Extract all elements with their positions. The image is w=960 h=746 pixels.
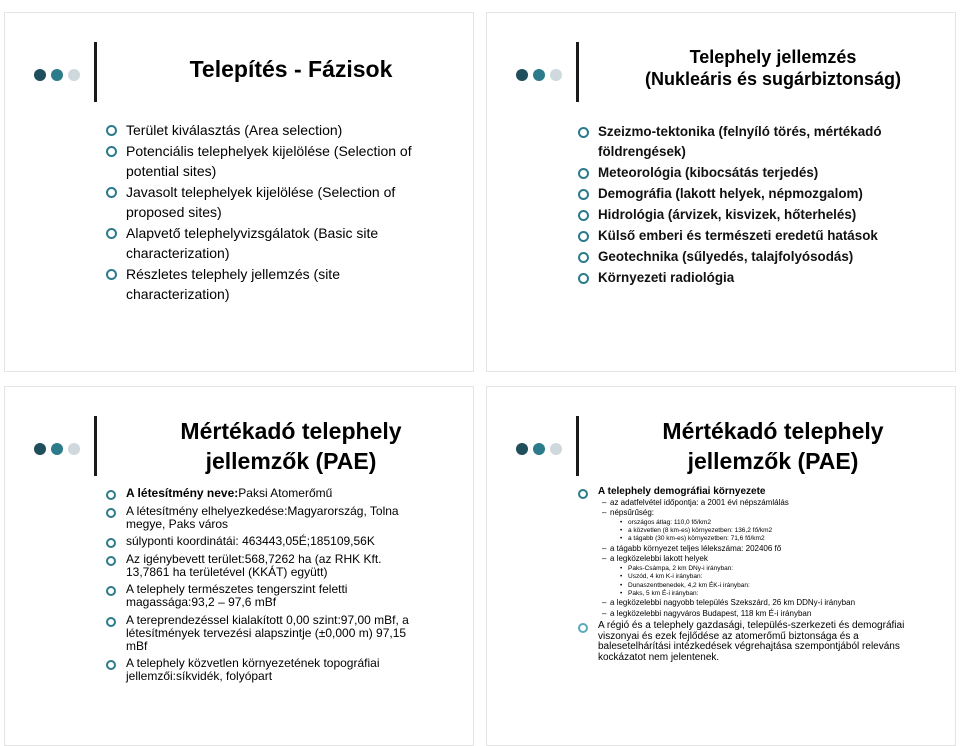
list-item: Szeizmo-tektonika (felnyíló törés, mértékadó földrengések) <box>576 122 896 161</box>
dot-teal <box>51 69 63 81</box>
list-item: Részletes telephely jellemzés (site characterization) <box>104 264 434 304</box>
list-item: Potenciális telephelyek kijelölése (Selection of potential sites) <box>104 141 434 181</box>
list-item: – a legközelebbi nagyváros Budapest, 118 km É-i irányban <box>576 609 906 620</box>
title-line: Telephely jellemzés <box>689 47 857 67</box>
slide-title: Telepítés - Fázisok <box>189 56 393 82</box>
list-item: Demográfia (lakott helyek, népmozgalom) <box>576 184 896 204</box>
list-item: A tereprendezéssel kialakított 0,00 szint:97,00 mBf, a létesítmények tervezési alapszintje (±0,000 m) 97,15 mBf <box>104 614 424 653</box>
dot-dark <box>516 69 528 81</box>
dot-light <box>550 69 562 81</box>
title-divider <box>94 42 97 102</box>
demography-list <box>576 487 906 663</box>
demography-heading: A telephely demográfiai környezete <box>576 487 906 498</box>
list-item: – az adatfelvétel időpontja: a 2001 évi népszámlálás <box>576 498 906 509</box>
list-item: • a közvetlen (8 km-es) környezetben: 136,2 fő/km2 <box>576 527 906 535</box>
dot-dark <box>34 443 46 455</box>
slide-title <box>596 416 950 476</box>
dot-dark <box>34 69 46 81</box>
list-item: Környezeti radiológia <box>576 268 896 288</box>
list-item: – a tágabb környezet teljes lélekszáma: 202406 fő <box>576 544 906 555</box>
title-line: (Nukleáris és sugárbiztonság) <box>644 69 902 89</box>
list-item: A telephely természetes tengerszint feletti magassága:93,2 – 97,6 mBf <box>104 583 424 609</box>
list-item: • Dunaszentbenedek, 4,2 km ÉK-i irányban: <box>576 582 906 590</box>
facility-name-value: Paksi Atomerőmű <box>238 486 333 500</box>
list-item: Az igénybevett terület:568,7262 ha (az RHK Kft. 13,7861 ha területével (KKÁT) együtt) <box>104 553 424 579</box>
slide-site-characteristics <box>486 12 956 372</box>
dot-light <box>68 69 80 81</box>
slide-title <box>596 46 950 90</box>
list-item: Javasolt telephelyek kijelölése (Selection of proposed sites) <box>104 182 434 222</box>
list-item: Külső emberi és természeti eredetű hatások <box>576 226 896 246</box>
list-item: • Paks-Csámpa, 2 km DNy-i irányban: <box>576 565 906 573</box>
title-divider <box>576 42 579 102</box>
list-item: – a legközelebbi nagyobb település Szekszárd, 26 km DDNy-i irányban <box>576 598 906 609</box>
list-item: Meteorológia (kibocsátás terjedés) <box>576 163 896 183</box>
list-item: Terület kiválasztás (Area selection) <box>104 120 434 140</box>
dot-teal <box>51 443 63 455</box>
title-divider <box>576 416 579 476</box>
dot-light <box>68 443 80 455</box>
bullet-list <box>576 122 896 289</box>
facility-name-label: A létesítmény neve: <box>126 486 239 500</box>
decor-dots <box>516 69 562 81</box>
bullet-list <box>104 120 434 305</box>
title-line: jellemzők (PAE) <box>687 448 859 474</box>
slide-pae-demography <box>486 386 956 746</box>
list-item: súlyponti koordinátái: 463443,05É;185109,56K <box>104 535 424 548</box>
dot-dark <box>516 443 528 455</box>
dot-teal <box>533 69 545 81</box>
dot-teal <box>533 443 545 455</box>
decor-dots <box>516 443 562 455</box>
list-item: • a tágabb (30 km-es) környezetben: 71,6 fő/km2 <box>576 535 906 543</box>
list-item: A telephely közvetlen környezetének topográfiai jellemzői:síkvidék, folyópart <box>104 657 424 683</box>
list-item: Hidrológia (árvizek, kisvizek, hőterhelés) <box>576 205 896 225</box>
slide-title <box>114 416 468 476</box>
bullet-list <box>104 487 424 688</box>
title-line: jellemzők (PAE) <box>205 448 377 474</box>
title-line: Mértékadó telephely <box>662 418 884 444</box>
demography-summary: A régió és a telephely gazdasági, település-szerkezeti és demográfiai viszonyai és ezek fejlődése az atomerőmű biztonsága és a balesetelhárítási intézkedések végrehajtása szempontjából releváns kockázatot nem jelentenek. <box>576 621 906 663</box>
title-line: Mértékadó telephely <box>180 418 402 444</box>
list-item: • Uszód, 4 km K-i irányban: <box>576 573 906 581</box>
slide-pae-facility <box>4 386 474 746</box>
list-item: A létesítmény elhelyezkedése:Magyarország, Tolna megye, Paks város <box>104 505 424 531</box>
slide-phases <box>4 12 474 372</box>
dot-light <box>550 443 562 455</box>
list-item: Alapvető telephelyvizsgálatok (Basic site characterization) <box>104 223 434 263</box>
decor-dots <box>34 69 80 81</box>
list-item: – népsűrűség: <box>576 508 906 519</box>
title-divider <box>94 416 97 476</box>
list-item: • országos átlag: 110,0 fő/km2 <box>576 519 906 527</box>
decor-dots <box>34 443 80 455</box>
list-item <box>104 487 424 500</box>
list-item: Geotechnika (sűlyedés, talajfolyósodás) <box>576 247 896 267</box>
list-item: • Paks, 5 km É-i irányban: <box>576 590 906 598</box>
list-item: – a legközelebbi lakott helyek <box>576 554 906 565</box>
